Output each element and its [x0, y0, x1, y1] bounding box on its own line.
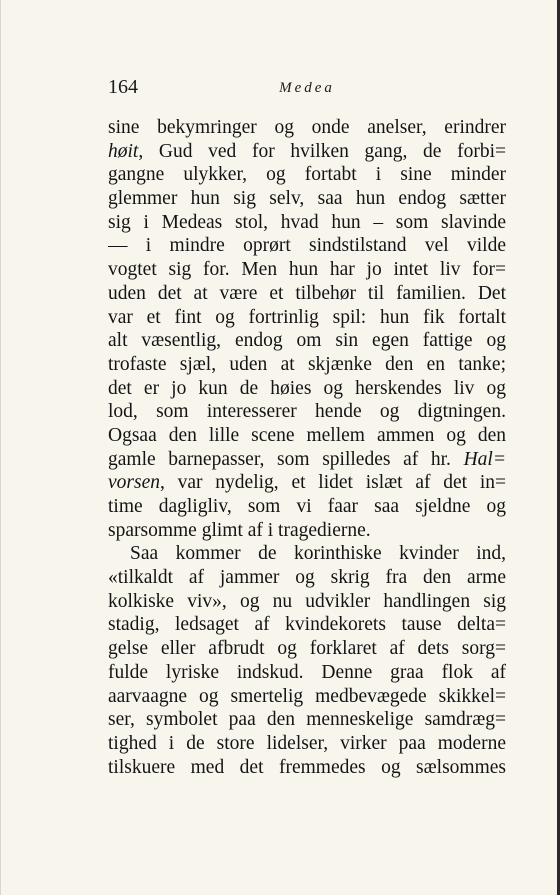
text-line: sparsomme glimt af i tragedierne. — [108, 519, 371, 541]
text-line: fulde lyriske indskud. Denne graa flok af — [108, 661, 506, 683]
text-line: time dagligliv, som vi faar saa sjeldne og — [108, 496, 506, 517]
text-line: aarvaagne og smertelig medbevægede skikkel= — [108, 685, 506, 707]
text-line: vogtet sig for. Men hun har jo intet liv for= — [108, 259, 506, 281]
paragraph-1 — [108, 116, 506, 542]
text-line: Ogsaa den lille scene mellem ammen og den — [108, 424, 506, 446]
text-line: vorsen, var nydelig, et lidet islæt af det in= — [108, 472, 506, 494]
page-header — [108, 76, 506, 100]
text-line: ser, symbolet paa den menneskelige samdræg= — [108, 709, 506, 731]
text-line: uden det at være et tilbehør til familien. Det — [108, 282, 506, 304]
text-line: tighed i de store lidelser, virker paa moderne — [108, 732, 506, 754]
text-line: gamle barnepasser, som spilledes af hr. Hal= — [108, 448, 506, 470]
text-line: stadig, ledsaget af kvindekorets tause delta= — [108, 614, 506, 636]
text-line: trofaste sjæl, uden at skjænke den en tanke; — [108, 353, 506, 375]
text-line: tilskuere med det fremmedes og sælsommes — [108, 756, 506, 778]
text-line: sig i Medeas stol, hvad hun – som slavinde — [108, 211, 506, 233]
text-line: var et fint og fortrinlig spil: hun fik fortalt — [108, 306, 506, 328]
text-line: gangne ulykker, og fortabt i sine minder — [108, 164, 506, 186]
page-number: 164 — [108, 76, 138, 98]
running-title: Medea — [279, 80, 335, 96]
text-line: alt væsentlig, endog om sin egen fattige og — [108, 330, 506, 352]
text-line: kolkiske viv», og nu udvikler handlingen sig — [108, 590, 506, 612]
body-text — [108, 116, 506, 779]
text-line: høit, Gud ved for hvilken gang, de forbi= — [108, 140, 506, 162]
text-line: glemmer hun sig selv, saa hun endog sætter — [108, 188, 506, 210]
text-line: gelse eller afbrudt og forklaret af dets sorg= — [108, 638, 506, 660]
text-line: lod, som interesserer hende og digtningen. — [108, 401, 506, 423]
text-line: — i mindre oprørt sindstilstand vel vilde — [108, 235, 506, 257]
text-line: Saa kommer de korinthiske kvinder ind, — [130, 543, 506, 565]
paragraph-2 — [108, 542, 506, 779]
text-line: «tilkaldt af jammer og skrig fra den arme — [108, 567, 506, 589]
text-line: det er jo kun de høies og herskendes liv og — [108, 377, 506, 399]
text-line: sine bekymringer og onde anelser, erindrer — [108, 117, 506, 138]
